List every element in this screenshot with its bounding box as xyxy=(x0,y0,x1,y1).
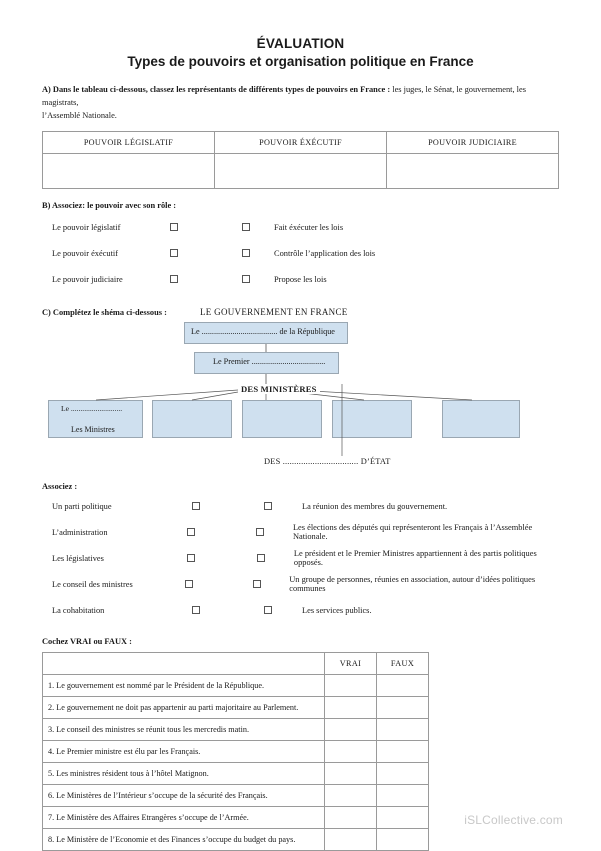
match-left-label: Les législatives xyxy=(52,553,104,563)
statement-text: 1. Le gouvernement est nommé par le Président de la République. xyxy=(43,675,325,697)
checkbox-icon[interactable] xyxy=(264,606,272,614)
match-right-label: Le président et le Premier Ministres appartiennent à des partis politiques opposés. xyxy=(293,549,537,568)
match-right-label: Les élections des députés qui représenteront les Français à l’Assemblée Nationale. xyxy=(292,523,533,542)
statement-text: 3. Le conseil des ministres se réunit tous les mercredis matin. xyxy=(43,719,325,741)
match-right-checkbox-cell xyxy=(242,223,274,231)
match-row xyxy=(42,493,559,519)
vrai-cell[interactable] xyxy=(325,807,377,829)
page-title xyxy=(0,0,601,69)
match-right-checkbox-cell xyxy=(264,502,302,510)
column-header-judiciaire: POUVOIR JUDICIAIRE xyxy=(387,132,559,154)
answer-cell-legislatif[interactable] xyxy=(43,154,215,189)
statement-text: 5. Les ministres résident tous à l’hôtel Matignon. xyxy=(43,763,325,785)
diagram-title: LE GOUVERNEMENT EN FRANCE xyxy=(200,307,348,318)
ministries-title: DES MINISTÈRES xyxy=(238,384,320,394)
title-evaluation: ÉVALUATION xyxy=(256,36,345,51)
match-left-checkbox-cell xyxy=(192,606,264,614)
faux-cell[interactable] xyxy=(377,697,429,719)
checkbox-icon[interactable] xyxy=(242,275,250,283)
match-right-label: Contrôle l’application des lois xyxy=(274,248,376,258)
table-row xyxy=(43,763,429,785)
match-right-label: Propose les lois xyxy=(274,274,327,284)
checkbox-icon[interactable] xyxy=(192,502,200,510)
vrai-cell[interactable] xyxy=(325,675,377,697)
match-row xyxy=(42,545,559,571)
match-right-label: Fait éxécuter les lois xyxy=(274,222,344,232)
government-diagram xyxy=(42,304,559,482)
match-row xyxy=(42,240,559,266)
ministry-box-1-line1: Le ........................... xyxy=(61,404,123,414)
faux-cell[interactable] xyxy=(377,763,429,785)
prime-minister-box-text: Le Premier .................................... xyxy=(213,357,326,367)
match-row xyxy=(42,571,559,597)
answer-cell-judiciaire[interactable] xyxy=(387,154,559,189)
match-left-label: Le pouvoir éxécutif xyxy=(52,248,119,258)
statement-text: 2. Le gouvernement ne doit pas appartenir au parti majoritaire au Parlement. xyxy=(43,697,325,719)
table-row xyxy=(43,697,429,719)
title-subtitle: Types de pouvoirs et organisation politique en France xyxy=(127,54,474,69)
table-row xyxy=(43,807,429,829)
match-left-label: Le conseil des ministres xyxy=(52,579,133,589)
column-header-legislatif: POUVOIR LÉGISLATIF xyxy=(43,132,215,154)
match-right-label: Les services publics. xyxy=(302,605,372,615)
checkbox-icon[interactable] xyxy=(187,528,195,536)
match-left-checkbox-cell xyxy=(170,249,242,257)
faux-cell[interactable] xyxy=(377,741,429,763)
match-left-checkbox-cell xyxy=(170,223,242,231)
checkbox-icon[interactable] xyxy=(253,580,261,588)
checkbox-icon[interactable] xyxy=(185,580,193,588)
checkbox-icon[interactable] xyxy=(242,249,250,257)
answer-cell-executif[interactable] xyxy=(215,154,387,189)
vrai-cell[interactable] xyxy=(325,763,377,785)
section-d-match-list xyxy=(42,493,559,623)
section-b-match-list xyxy=(42,214,559,292)
faux-cell[interactable] xyxy=(377,675,429,697)
statement-text: 4. Le Premier ministre est élu par les Français. xyxy=(43,741,325,763)
true-false-table xyxy=(42,652,429,851)
match-right-label: Un groupe de personnes, réunies en association, autour d’idées politiques communes xyxy=(289,575,536,594)
match-row xyxy=(42,519,559,545)
match-left-checkbox-cell xyxy=(192,502,264,510)
faux-cell[interactable] xyxy=(377,785,429,807)
match-left-checkbox-cell xyxy=(170,275,242,283)
section-d-label: Associez : xyxy=(42,482,78,492)
checkbox-icon[interactable] xyxy=(192,606,200,614)
match-left-label: La cohabitation xyxy=(52,605,105,615)
faux-cell[interactable] xyxy=(377,829,429,851)
section-c-label: C) Complétez le shéma ci-dessous : xyxy=(42,308,167,318)
match-left-checkbox-cell xyxy=(185,580,253,588)
match-left-checkbox-cell xyxy=(187,528,256,536)
section-e-label: Cochez VRAI ou FAUX : xyxy=(42,637,132,647)
vrai-cell[interactable] xyxy=(325,719,377,741)
checkbox-icon[interactable] xyxy=(187,554,195,562)
statement-text: 8. Le Ministère de l’Economie et des Finances s’occupe du budget du pays. xyxy=(43,829,325,851)
match-left-label: L’administration xyxy=(52,527,108,537)
checkbox-icon[interactable] xyxy=(170,275,178,283)
match-left-checkbox-cell xyxy=(187,554,257,562)
faux-cell[interactable] xyxy=(377,719,429,741)
match-right-checkbox-cell xyxy=(242,249,274,257)
match-right-checkbox-cell xyxy=(257,554,294,562)
table-row xyxy=(43,719,429,741)
match-left-label: Un parti politique xyxy=(52,501,112,511)
match-right-checkbox-cell xyxy=(264,606,302,614)
table-row xyxy=(43,829,429,851)
match-row xyxy=(42,266,559,292)
checkbox-icon[interactable] xyxy=(170,223,178,231)
column-header-faux: FAUX xyxy=(377,653,429,675)
ministry-box-1-line2: Les Ministres xyxy=(71,425,115,435)
checkbox-icon[interactable] xyxy=(242,223,250,231)
section-a-instruction-bold: A) Dans le tableau ci-dessous, classez les représentants de différents types de pouvoirs en France : xyxy=(42,85,391,94)
checkbox-icon[interactable] xyxy=(257,554,265,562)
column-header-statement xyxy=(43,653,325,675)
vrai-cell[interactable] xyxy=(325,829,377,851)
match-right-label: La réunion des membres du gouvernement. xyxy=(302,501,448,511)
table-header-row xyxy=(43,653,429,675)
column-header-executif: POUVOIR ÉXÉCUTIF xyxy=(215,132,387,154)
statement-text: 7. Le Ministère des Affaires Etrangères s’occupe de l’Armée. xyxy=(43,807,325,829)
checkbox-icon[interactable] xyxy=(170,249,178,257)
vrai-cell[interactable] xyxy=(325,741,377,763)
section-a-instruction-rest: les juges, le Sénat, le gouvernement, les magistrats, xyxy=(42,85,526,108)
match-left-label: Le pouvoir judiciaire xyxy=(52,274,123,284)
section-a-instruction-line2: l’Assemblé Nationale. xyxy=(42,111,117,121)
match-right-checkbox-cell xyxy=(253,580,289,588)
checkbox-icon[interactable] xyxy=(256,528,264,536)
match-right-checkbox-cell xyxy=(256,528,293,536)
table-row xyxy=(43,785,429,807)
match-right-checkbox-cell xyxy=(242,275,274,283)
column-header-vrai: VRAI xyxy=(325,653,377,675)
table-row xyxy=(43,675,429,697)
faux-cell[interactable] xyxy=(377,807,429,829)
secretaries-of-state-line: DES ................................. D’ÉTAT xyxy=(264,457,391,467)
vrai-cell[interactable] xyxy=(325,785,377,807)
checkbox-icon[interactable] xyxy=(264,502,272,510)
president-box-text: Le ..................................... de la République xyxy=(191,327,335,337)
section-b-label: B) Associez: le pouvoir avec son rôle : xyxy=(42,201,177,211)
powers-classification-table xyxy=(42,131,559,189)
statement-text: 6. Le Ministères de l’Intérieur s’occupe de la sécurité des Français. xyxy=(43,785,325,807)
match-left-label: Le pouvoir législatif xyxy=(52,222,121,232)
table-answer-row xyxy=(43,154,559,189)
table-row xyxy=(43,741,429,763)
match-row xyxy=(42,597,559,623)
match-row xyxy=(42,214,559,240)
table-header-row xyxy=(43,132,559,154)
vrai-cell[interactable] xyxy=(325,697,377,719)
watermark: iSLCollective.com xyxy=(464,813,563,827)
section-a-instruction xyxy=(42,83,559,122)
